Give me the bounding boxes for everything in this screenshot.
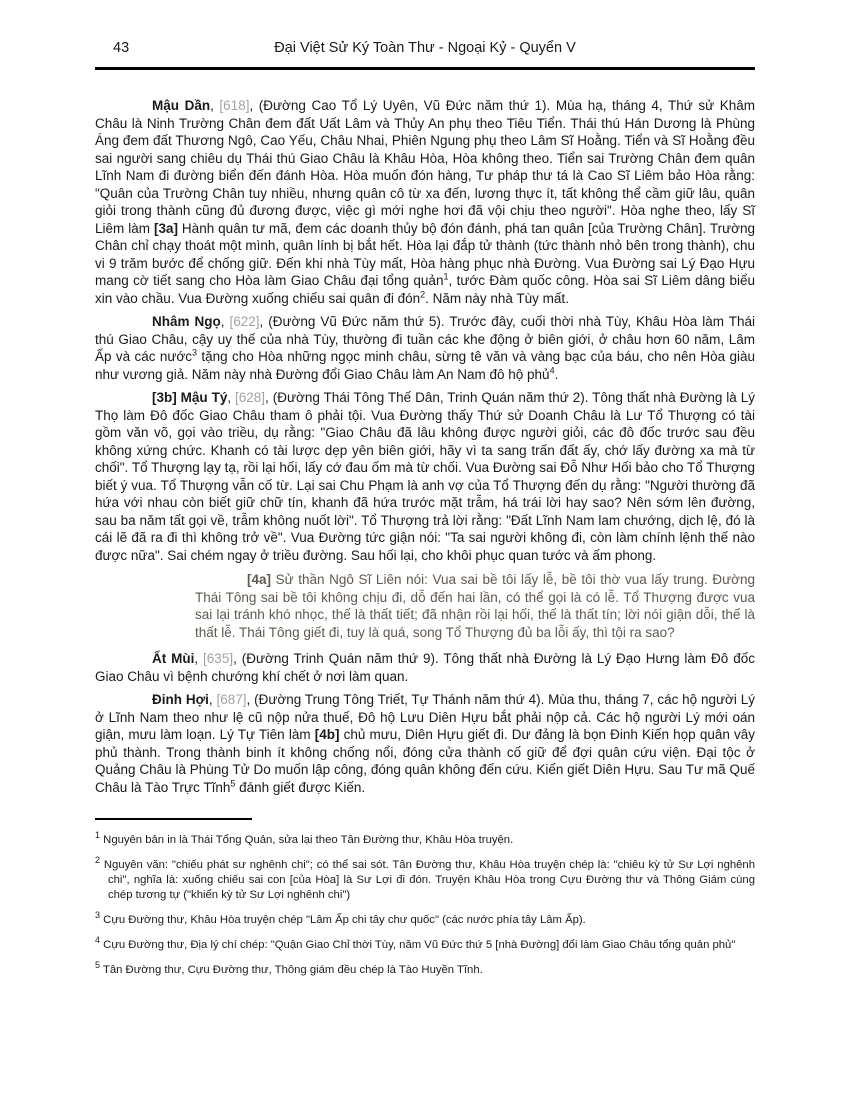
text-run: , bbox=[194, 651, 204, 666]
text-run: , bbox=[208, 692, 217, 707]
text-run: , (Đường Trinh Quán năm thứ 9). Tông thất nhà Đường là Lý Đạo Hưng làm Đô đốc Giao Châu vì bệnh chướng khí chết ở nơi làm quan. bbox=[95, 651, 755, 684]
footnote-ref: 2 bbox=[420, 289, 426, 299]
footnote-text: Nguyên bản in là Thái Tổng Quản, sửa lại theo Tân Đường thư, Khâu Hòa truyện. bbox=[100, 834, 514, 846]
text-run: , (Đường Vũ Đức năm thứ 5). Trước đây, cuối thời nhà Tùy, Khâu Hòa làm Thái thú Giao Châu, cậy uy thế của nhà Tùy, thường đi tuần các khe động ở biên giới, ở châu hơn 60 năm, Lâm Ấp và các nước bbox=[95, 314, 755, 364]
year-bracket: [687] bbox=[216, 692, 247, 707]
footnote bbox=[95, 855, 755, 903]
body-text bbox=[95, 97, 755, 796]
footnote-ref: 3 bbox=[192, 347, 198, 358]
footnote-text: Cựu Đường thư, Địa lý chí chép: "Quận Giao Chỉ thời Tùy, năm Vũ Đức thứ 5 [nhà Đường] đổi làm Giao Châu tổng quản phủ" bbox=[100, 939, 736, 951]
footnote-text: Nguyên văn: "chiếu phát sư nghênh chi"; có thể sai sót. Tân Đường thư, Khâu Hòa truyện chép là: "chiêu kỳ tử Sư Lợi nghênh chi", nghĩa là: xuống chiếu sai con [của Hòa] là Sư Lợi đi đón. Truyện Khâu Hòa trong Cựu Đường thư và Thông Giám cùng chép tương tự ("khiển kỳ tử Sư Lợi nghênh chi") bbox=[100, 859, 755, 901]
footnote-ref: 5 bbox=[230, 778, 236, 788]
text-run: , bbox=[210, 98, 220, 113]
year-bracket: [628] bbox=[235, 390, 266, 405]
text-run: [3a] bbox=[153, 220, 178, 236]
footnote-marker: 2 bbox=[95, 855, 101, 866]
text-run: , (Đường Thái Tông Thế Dân, Trinh Quán năm thứ 2). Tông thất nhà Đường là Lý Thọ làm Đô đốc Giao Châu tham ô phải tội. Vua Đường thấy Thứ sử Doanh Châu là Lư Tổ Thượng có tài gồm văn võ, gọi vào triều, dụ rằng: "Giao Châu đã lâu không được người giỏi, các đô đốc trước sau đều không xứng chức. Khanh có tài lược dẹp yên biên giới, hãy vì ta sang trấn đất ấy, chớ lấy đường xa mà từ chối". Tổ Thượng lạy tạ, rồi lại hối, lấy cớ đau ốm mà từ chối. Vua Đường sai Đỗ Như Hối bảo cho Tổ Thượng biết ý vua. Tổ Thượng vẫn cố từ. Lại sai Chu Phạm là anh vợ của Tổ Thượng đến dụ rằng: "Người thường đã hứa với nhau còn biết giữ chữ tín, khanh đã hứa trước mặt trẫm, há trái lời hay sao? Nên sớm lên đường, sau ba năm tất gọi về, trẫm không nuốt lời". Tổ Thượng trả lời rằng: "Đất Lĩnh Nam lam chướng, dịch lệ, đó là cái lẽ đã ra đi thì không trở về". Vua Đường tức giận nói: "Ta sai người không đi, còn làm chính lệnh thế nào được nữa". Sai chém ngay ở triều đường. Sau hối lại, cho khôi phục quan tước và ấm phong. bbox=[95, 390, 755, 563]
footnote-text: Cựu Đường thư, Khâu Hòa truyện chép "Lâm Ấp chi tây chư quốc" (các nước phía tây Lâm Ấp). bbox=[100, 914, 586, 926]
text-run: chủ mưu, Diên Hựu giết đi. Dư đảng là bọn Đinh Kiến họp quân vây phủ thành. Trong thành binh ít không chống nổi, đóng cửa thành cố giữ để đợi quân cứu viện. Đại tộc ở Quảng Châu là Phùng Tử Do muốn lập công, đóng quân không đến cứu. Kiến giết Diên Hựu. Sau Tư mã Quế Châu là Tào Trực Tĩnh bbox=[95, 727, 755, 795]
header-rule bbox=[95, 67, 755, 70]
text-run: . Năm này nhà Tùy mất. bbox=[425, 290, 569, 306]
paragraph bbox=[95, 313, 755, 383]
text-run: [3b] Mậu Tý bbox=[152, 390, 228, 405]
text-run: Hành quân tư mã, đem các doanh thủy bộ đón đánh, phá tan quân [của Trường Chân]. Trường Chân chỉ chạy thoát một mình, quân lính bị bắt hết. Hòa lại đắp tử thành (tức thành nhỏ bên trong thành), chu vi 9 trăm bước để chống giữ. Đến khi nhà Tùy mất, Hòa hàng phục nhà Đường. Vua Đường sai Lý Đạo Hựu mang cờ tiết sang cho Hòa làm Giao Châu đại tổng quản bbox=[95, 220, 756, 288]
text-run: , (Đường Cao Tổ Lý Uyên, Vũ Đức năm thứ 1). Mùa hạ, tháng 4, Thứ sử Khâm Châu là Ninh Trường Chân đem đất Uất Lâm và Thủy An phụ theo Tiêu Tiển. Thái thú Hán Dương là Phùng Áng đem đất Thương Ngô, Cao Yếu, Châu Nhai, Phiên Ngung phụ theo Lâm Sĩ Hoằng. Tiển và Sĩ Hoằng đều sai người sang chiêu dụ Thái thú Giao Châu là Khâu Hòa, Hòa không theo. Tiển sai Trường Chân đem quân Lĩnh Nam đi đường biển đến đánh Hòa. Hòa muốn đón hàng, Tư pháp thư tá là Cao Sĩ Liêm bảo Hòa rằng: "Quân của Trường Chân tuy nhiều, nhưng quân cô từ xa đến, lương thực ít, tất không thể cầm giữ lâu, quân giỏi trong thành cũng đủ đương được, việc gì mới nghe hơi đã vội chịu theo người". Hòa nghe theo, lấy Sĩ Liêm làm bbox=[95, 98, 755, 236]
footnote bbox=[95, 935, 755, 953]
paragraph bbox=[95, 691, 755, 796]
text-run: Nhâm Ngọ bbox=[152, 314, 221, 329]
text-run: , bbox=[227, 390, 235, 405]
footnote bbox=[95, 960, 755, 978]
text-run: [4a] bbox=[247, 572, 272, 587]
text-run: tặng cho Hòa những ngọc minh châu, sừng tê văn và vàng bạc của báu, cho nên Hòa giàu như vương giả. Năm này nhà Đường đổi Giao Châu làm An Nam đô hộ phủ bbox=[95, 349, 755, 382]
text-run: Mậu Dần bbox=[152, 98, 211, 113]
footnote-marker: 4 bbox=[95, 935, 101, 946]
text-run: đánh giết được Kiến. bbox=[235, 779, 366, 795]
footnote-marker: 5 bbox=[95, 960, 101, 971]
page-number: 43 bbox=[113, 40, 130, 56]
year-bracket: [618] bbox=[219, 98, 250, 113]
footnote-ref: 1 bbox=[443, 271, 449, 282]
paragraph bbox=[95, 97, 755, 307]
footnotes bbox=[95, 830, 755, 978]
year-bracket: [622] bbox=[229, 314, 260, 329]
paragraph bbox=[95, 650, 755, 685]
footnote bbox=[95, 830, 755, 848]
text-run: , (Đường Trung Tông Triết, Tự Thánh năm thứ 4). Mùa thu, tháng 7, các hộ người Lý ở Lĩnh Nam theo như lệ cũ nộp nửa thuế, Đô hộ Lưu Diên Hựu bắt phải nộp cả. Các hộ người Lý mới oán giận, mưu làm loạn. Lý Tự Tiên làm bbox=[95, 692, 755, 742]
page-header bbox=[95, 40, 755, 60]
text-run: Đinh Hợi bbox=[152, 692, 209, 707]
footnote-ref: 4 bbox=[549, 365, 555, 375]
footnote-marker: 3 bbox=[95, 910, 101, 921]
text-run: . bbox=[554, 366, 559, 382]
commentary-paragraph bbox=[195, 571, 755, 641]
text-run: Sử thần Ngô Sĩ Liên nói: Vua sai bề tôi lấy lễ, bề tôi thờ vua lấy trung. Đường Thái Tông sai bề tôi không chịu đi, dỗ đến hai lần, có thể gọi là có lễ. Tổ Thượng được vua sai lại tránh khó nhọc, thế là thất tiết; đã nhận rồi lại hối, thế là thất tín; lời nói giận dỗi, thế là thất lễ. Thái Tông giết đi, tuy là quá, song Tổ Thượng đủ ba lỗi ấy, thì tội ra sao? bbox=[195, 572, 755, 640]
footnote bbox=[95, 910, 755, 928]
year-bracket: [635] bbox=[203, 651, 234, 666]
page-title: Đại Việt Sử Ký Toàn Thư - Ngoại Kỷ - Quyển V bbox=[274, 40, 576, 56]
text-run: [4b] bbox=[314, 727, 340, 742]
text-run: Ất Mùi bbox=[152, 651, 195, 666]
footnote-marker: 1 bbox=[95, 830, 101, 841]
footnote-separator bbox=[95, 818, 252, 820]
text-run: , bbox=[220, 314, 230, 329]
paragraph bbox=[95, 389, 755, 564]
text-run: , tước Đàm quốc công. Hòa sai Sĩ Liêm dâng biểu xin vào chầu. Vua Đường xuống chiếu sai quân đi đón bbox=[95, 273, 756, 306]
footnote-text: Tân Đường thư, Cựu Đường thư, Thông giám đều chép là Tào Huyền Tĩnh. bbox=[100, 964, 483, 976]
